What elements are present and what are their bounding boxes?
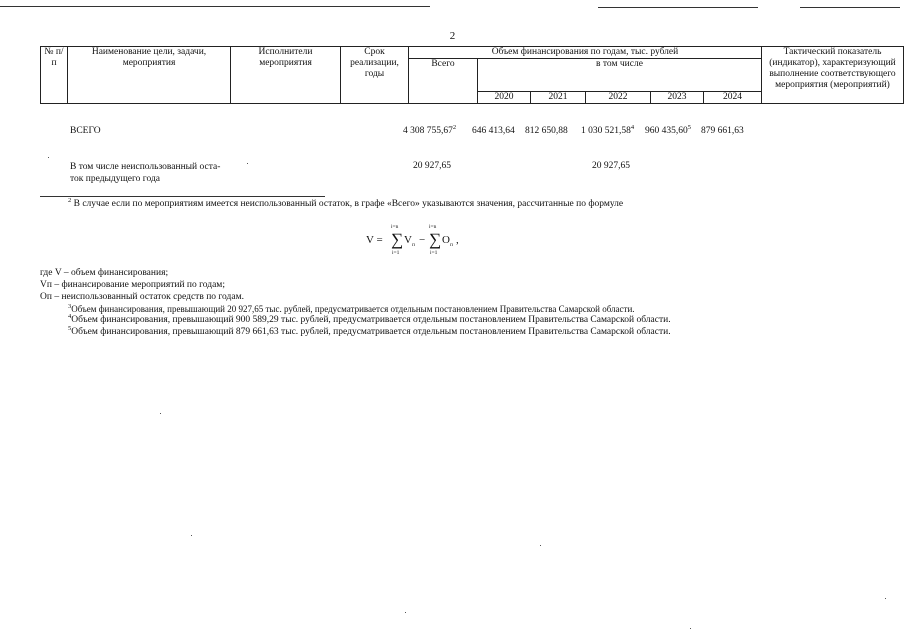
scan-edge-line-left: [0, 6, 430, 7]
page-number: 2: [449, 30, 456, 42]
scan-speck: [540, 545, 541, 546]
total-row-2022: 1 030 521,58$^4$: [581, 124, 635, 136]
header-total: Всего: [409, 59, 478, 104]
header-including: в том числе: [478, 59, 762, 92]
total-row-2024: 879 661,63: [701, 126, 744, 136]
header-year-2023: 2023: [651, 92, 704, 104]
scan-speck: [191, 535, 192, 536]
where-line-3: Оп – неиспользованный остаток средств по годам.: [40, 292, 244, 302]
scan-speck: [885, 598, 886, 599]
where-line-1: где V – объем финансирования;: [40, 268, 169, 278]
header-financing: Объем финансирования по годам, тыс. рублей: [409, 47, 762, 59]
scan-speck: [48, 157, 49, 158]
footnote-2: $^2$ В случае если по мероприятиям имеется неиспользованный остаток, в графе «Всего» указываются значения, рассчитанные по формуле: [68, 197, 624, 209]
header-term: Срок реализации, годы: [341, 47, 409, 104]
footnote-3: $^3$Объем финансирования, превышающий 20 927,65 тыс. рублей, предусматривается отдельным постановлением Правительства Самарской области.: [68, 303, 635, 314]
funding-formula: V = i=n ∑ i=1 V п − i=n ∑ i=1 O п ,: [366, 224, 459, 256]
header-indicator: Тактический показатель (индикатор), характеризующий выполнение соответствующего мероприятия (мероприятий): [762, 47, 904, 104]
financing-table-header: [40, 46, 904, 104]
header-year-2020: 2020: [478, 92, 531, 104]
total-row-2020: 646 413,64: [472, 126, 515, 136]
unused-row-2022: 20 927,65: [592, 161, 630, 171]
header-num: № п/п: [41, 47, 68, 104]
unused-row-label-line2: ток предыдущего года: [70, 174, 160, 184]
footnote-4: $^4$Объем финансирования, превышающий 900 589,29 тыс. рублей, предусматривается отдельным постановлением Правительства Самарской области.: [68, 313, 671, 325]
header-executors: Исполнители мероприятия: [231, 47, 341, 104]
header-year-2022: 2022: [586, 92, 651, 104]
footnote-5: $^5$Объем финансирования, превышающий 879 661,63 тыс. рублей, предусматривается отдельным постановлением Правительства Самарской области.: [68, 325, 671, 337]
footnote-separator: [40, 196, 325, 197]
scan-speck: [690, 628, 691, 629]
total-row-label: ВСЕГО: [70, 126, 101, 136]
total-row-2023: 960 435,60$^5$: [645, 124, 691, 136]
total-row-total: 4 308 755,67$^2$: [403, 124, 457, 136]
unused-row-label-line1: В том числе неиспользованный оста-: [70, 162, 221, 172]
unused-row-total: 20 927,65: [413, 161, 451, 171]
scan-edge-line-right: [598, 7, 758, 8]
scan-speck: [160, 413, 161, 414]
header-name: Наименование цели, задачи, мероприятия: [68, 47, 231, 104]
scan-speck: [247, 163, 248, 164]
header-year-2024: 2024: [704, 92, 762, 104]
scan-speck: [405, 612, 406, 613]
total-row-2021: 812 650,88: [525, 126, 568, 136]
header-year-2021: 2021: [531, 92, 586, 104]
scan-edge-line-right-2: [800, 7, 900, 8]
where-line-2: Vп – финансирование мероприятий по годам;: [40, 280, 225, 290]
